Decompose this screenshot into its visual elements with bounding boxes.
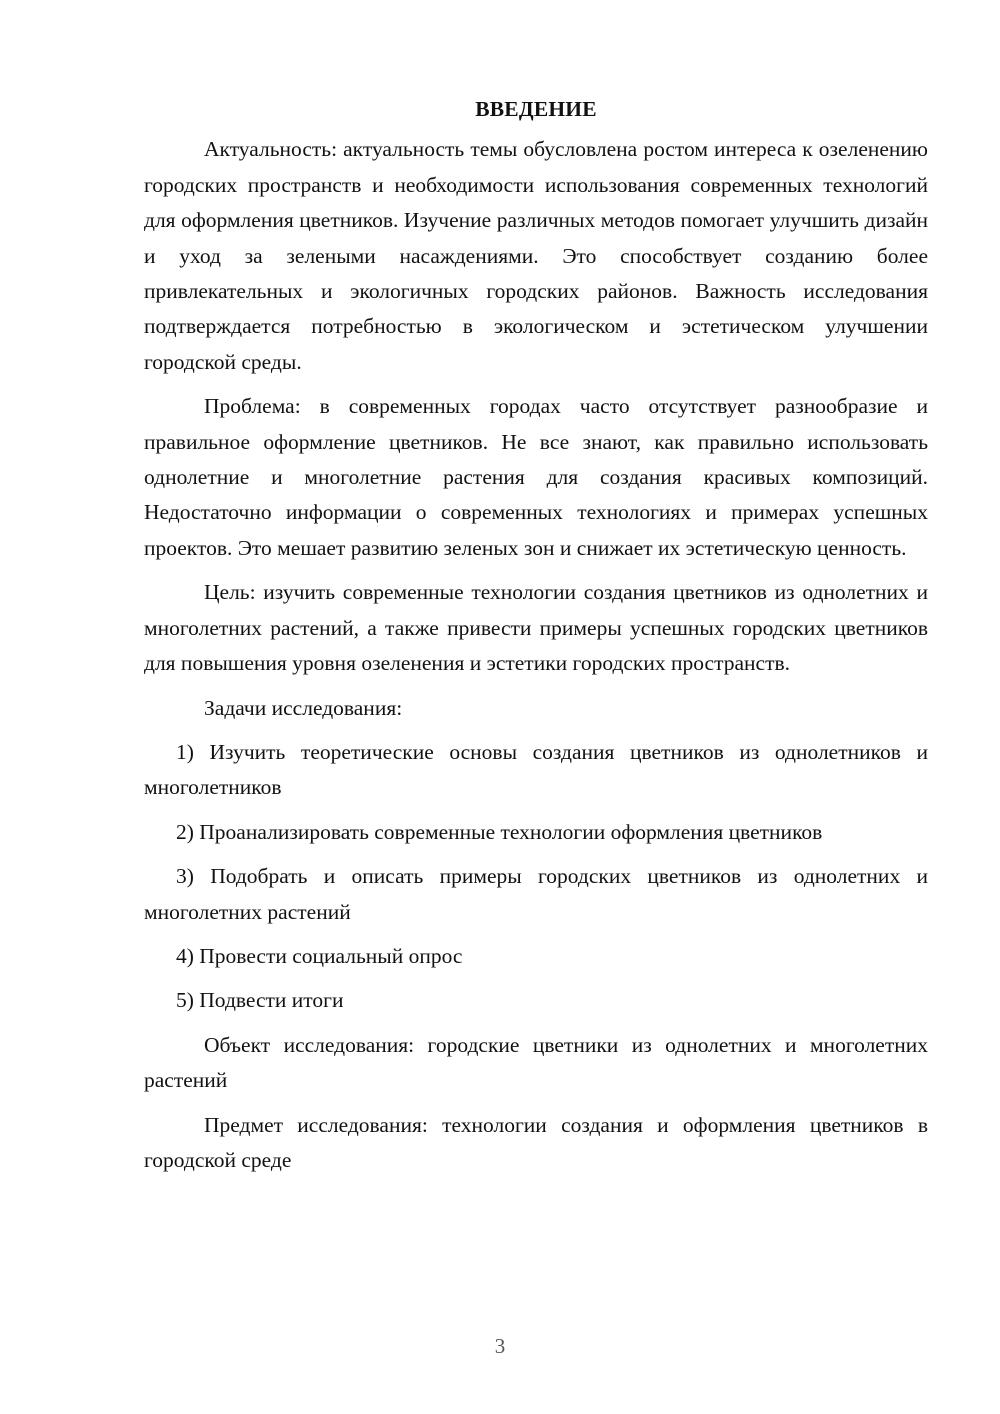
list-item: 2) Проанализировать современные технологии оформления цветников — [176, 819, 823, 844]
tasks-heading: Задачи исследования: — [204, 695, 403, 720]
tasks-list — [144, 735, 928, 1019]
list-item: 4) Провести социальный опрос — [176, 943, 463, 968]
page-number: 3 — [494, 1334, 506, 1358]
paragraph-relevance: Актуальность: актуальность темы обусловлена ростом интереса к озеленению городских пространств и необходимости использования современных технологий для оформления цветников. Изучение различных методов помогает улучшить дизайн и уход за зелеными насаждениями. Это способствует созданию более привлекательных и экологичных городских районов. Важность исследования подтверждается потребностью в экологическом и эстетическом улучшении городской среды. — [144, 137, 928, 374]
list-item: 1) Изучить теоретические основы создания цветников из однолетников и многолетников — [144, 739, 928, 800]
page-content — [144, 92, 928, 1187]
page-title: ВВЕДЕНИЕ — [475, 97, 597, 121]
paragraph-subject: Предмет исследования: технологии создания и оформления цветников в городской среде — [144, 1112, 928, 1172]
paragraph-problem: Проблема: в современных городах часто отсутствует разнообразие и правильное оформление цветников. Не все знают, как правильно использовать однолетние и многолетние растения для создания красивых композиций. Недостаточно информации о современных технологиях и примерах успешных проектов. Это мешает развитию зеленых зон и снижает их эстетическую ценность. — [144, 394, 928, 560]
list-item: 3) Подобрать и описать примеры городских цветников из однолетних и многолетних растений — [144, 864, 928, 924]
list-item: 5) Подвести итоги — [176, 988, 344, 1013]
paragraph-object: Объект исследования: городские цветники из однолетних и многолетних растений — [144, 1032, 928, 1093]
paragraph-goal: Цель: изучить современные технологии создания цветников из однолетних и многолетних растений, а также привести примеры успешных городских цветников для повышения уровня озеленения и эстетики городских пространств. — [144, 580, 928, 676]
